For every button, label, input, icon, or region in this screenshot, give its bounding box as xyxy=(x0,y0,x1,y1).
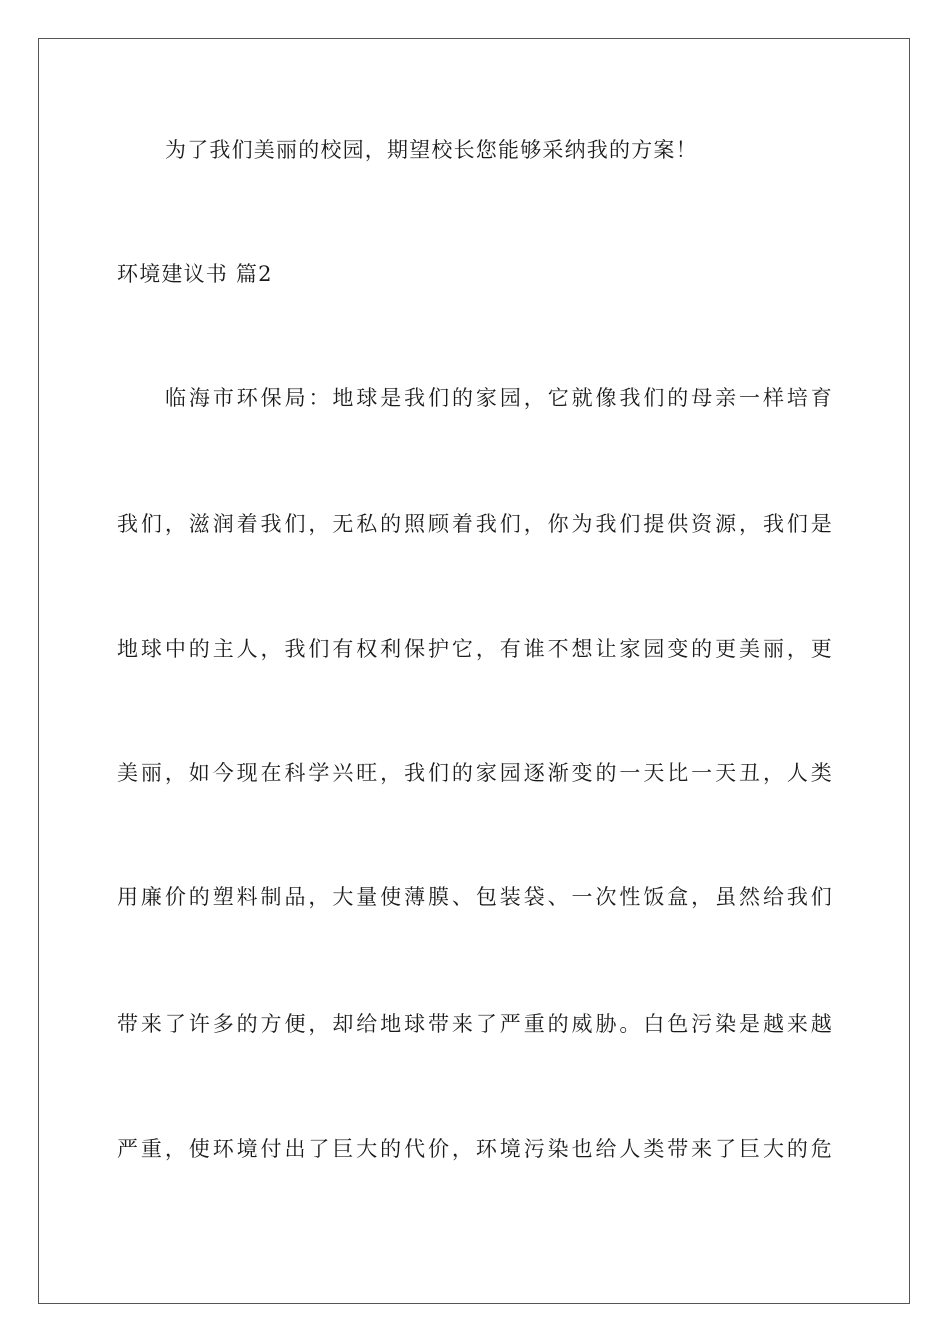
closing-line: 为了我们美丽的校园，期望校长您能够采纳我的方案！ xyxy=(165,138,698,162)
paragraph-line-6: 带来了许多的方便，却给地球带来了严重的威胁。白色污染是越来越 xyxy=(117,1012,833,1036)
paragraph-line-7: 严重，使环境付出了巨大的代价，环境污染也给人类带来了巨大的危 xyxy=(117,1137,833,1161)
page-frame xyxy=(38,38,910,1304)
paragraph-line-5: 用廉价的塑料制品，大量使薄膜、包装袋、一次性饭盒，虽然给我们 xyxy=(117,885,833,909)
paragraph-line-4: 美丽，如今现在科学兴旺，我们的家园逐渐变的一天比一天丑，人类 xyxy=(117,761,833,785)
paragraph-line-1: 临海市环保局：地球是我们的家园，它就像我们的母亲一样培育 xyxy=(165,386,833,410)
paragraph-line-2: 我们，滋润着我们，无私的照顾着我们，你为我们提供资源，我们是 xyxy=(117,512,833,536)
section-heading: 环境建议书 篇2 xyxy=(117,262,273,286)
paragraph-line-3: 地球中的主人，我们有权利保护它，有谁不想让家园变的更美丽，更 xyxy=(117,637,833,661)
